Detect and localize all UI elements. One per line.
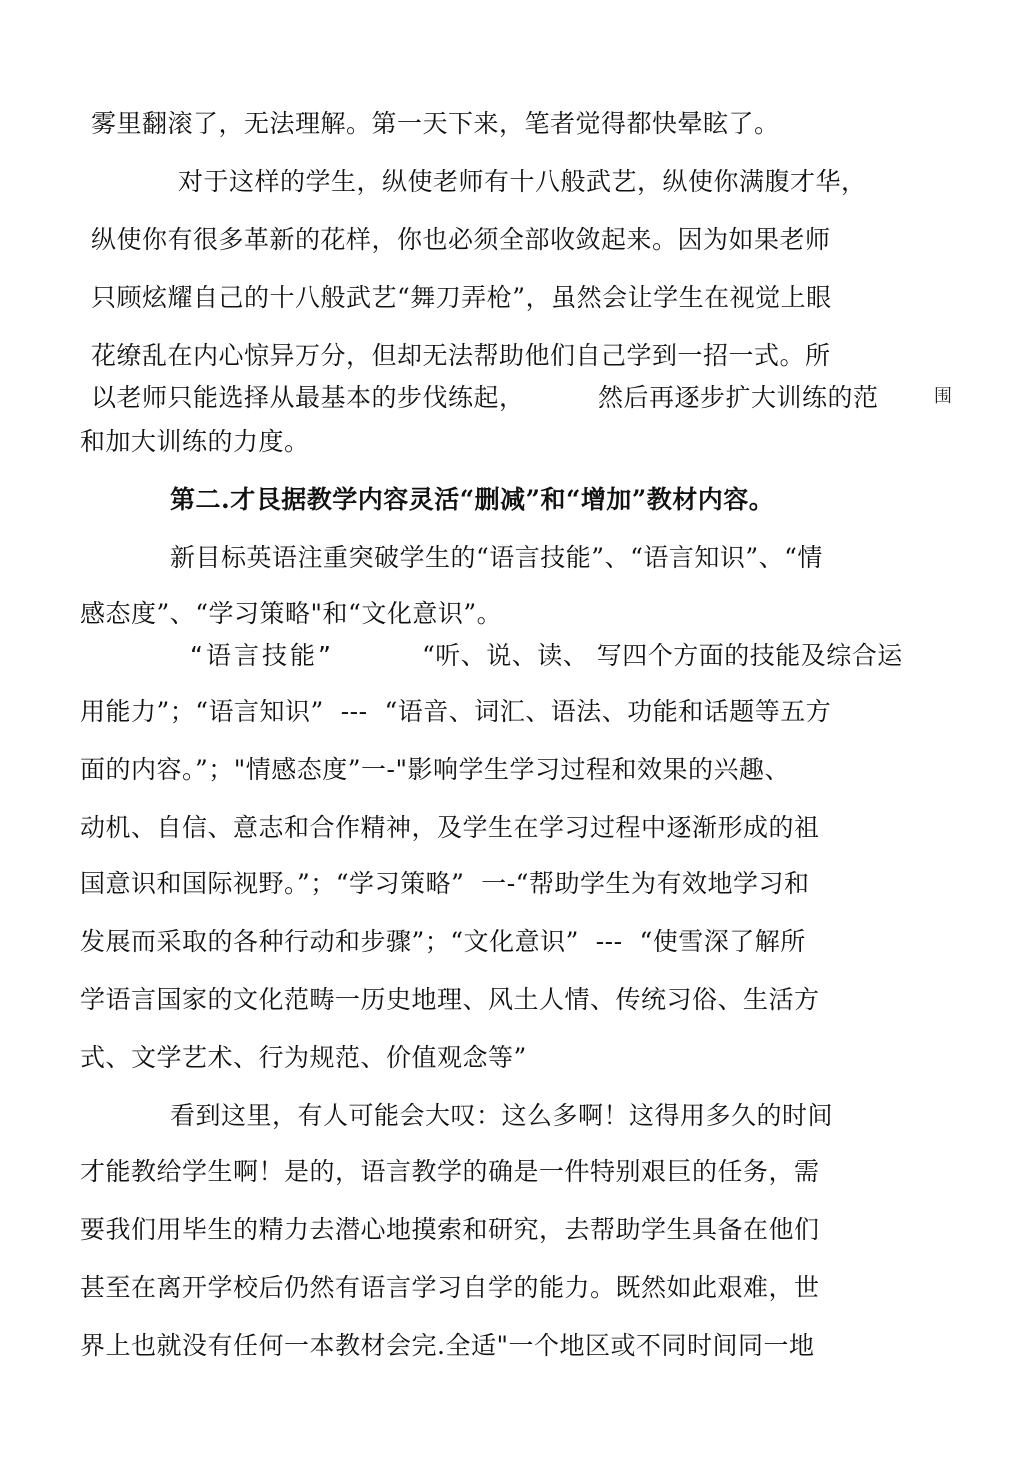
text-line-23: 界上也就没有任何一本教材会完.全适"一个地区或不同时间同一地 <box>80 1331 815 1360</box>
text-line-13: 面的内容。”；"情感态度”一-"影响学生学习过程和效果的兴趣、 <box>80 755 791 784</box>
text-line-4: 只顾炫耀自己的十八般武艺“舞刀弄枪”，虽然会让学生在视觉上眼 <box>91 283 832 312</box>
text-line-6b: 然后再逐步扩大训练的范 <box>598 383 879 412</box>
text-line-2: 对于这样的学生，纵使老师有十八般武艺，纵使你满腹才华， <box>178 167 867 196</box>
section-heading: 第二.才艮据教学内容灵活“删减”和“增加”教材内容。 <box>170 485 775 514</box>
text-line-6a: 以老师只能选择从最基本的步伐练起， <box>91 383 525 412</box>
text-line-21: 要我们用毕生的精力去潜心地摸索和研究，去帮助学生具备在他们 <box>80 1215 820 1244</box>
text-line-20: 才能教给学生啊！是的，语言教学的确是一件特别艰巨的任务，需 <box>80 1157 820 1186</box>
text-line-17: 学语言国家的文化范畴一历史地理、风土人情、传统习俗、生活方 <box>80 985 820 1014</box>
text-line-5: 花缭乱在内心惊异万分，但却无法帮助他们自己学到一招一式。所 <box>91 341 831 370</box>
margin-mark: 围 <box>934 386 952 407</box>
text-line-9: 新目标英语注重突破学生的“语言技能”、“语言知识”、“情 <box>170 543 823 572</box>
text-line-3: 纵使你有很多革新的花样，你也必须全部收敛起来。因为如果老师 <box>91 225 831 254</box>
text-line-12: 用能力”；“语言知识” --- “语音、词汇、语法、功能和话题等五方 <box>80 697 832 726</box>
text-line-15: 国意识和国际视野。”；“学习策略” 一-“帮助学生为有效地学习和 <box>80 869 810 898</box>
text-line-1: 雾里翻滚了，无法理解。第一天下来，笔者觉得都快晕眩了。 <box>91 109 780 138</box>
text-line-11a: “语言技能” <box>190 641 334 670</box>
text-line-11b: “听、说、读、 写四个方面的技能及综合运 <box>422 641 903 670</box>
text-line-10: 感态度”、“学习策略"和“文化意识”。 <box>80 599 503 628</box>
text-line-16: 发展而采取的各种行动和步骤”；“文化意识” --- “使雪深了解所 <box>80 927 806 956</box>
text-line-19: 看到这里，有人可能会大叹：这么多啊！这得用多久的时间 <box>170 1101 834 1130</box>
text-line-7: 和加大训练的力度。 <box>80 427 310 456</box>
text-line-18: 式、文学艺术、行为规范、价值观念等” <box>80 1043 527 1072</box>
text-line-22: 甚至在离开学校后仍然有语言学习自学的能力。既然如此艰难，世 <box>80 1273 820 1302</box>
text-line-14: 动机、自信、意志和合作精神，及学生在学习过程中逐渐形成的祖 <box>80 813 820 842</box>
